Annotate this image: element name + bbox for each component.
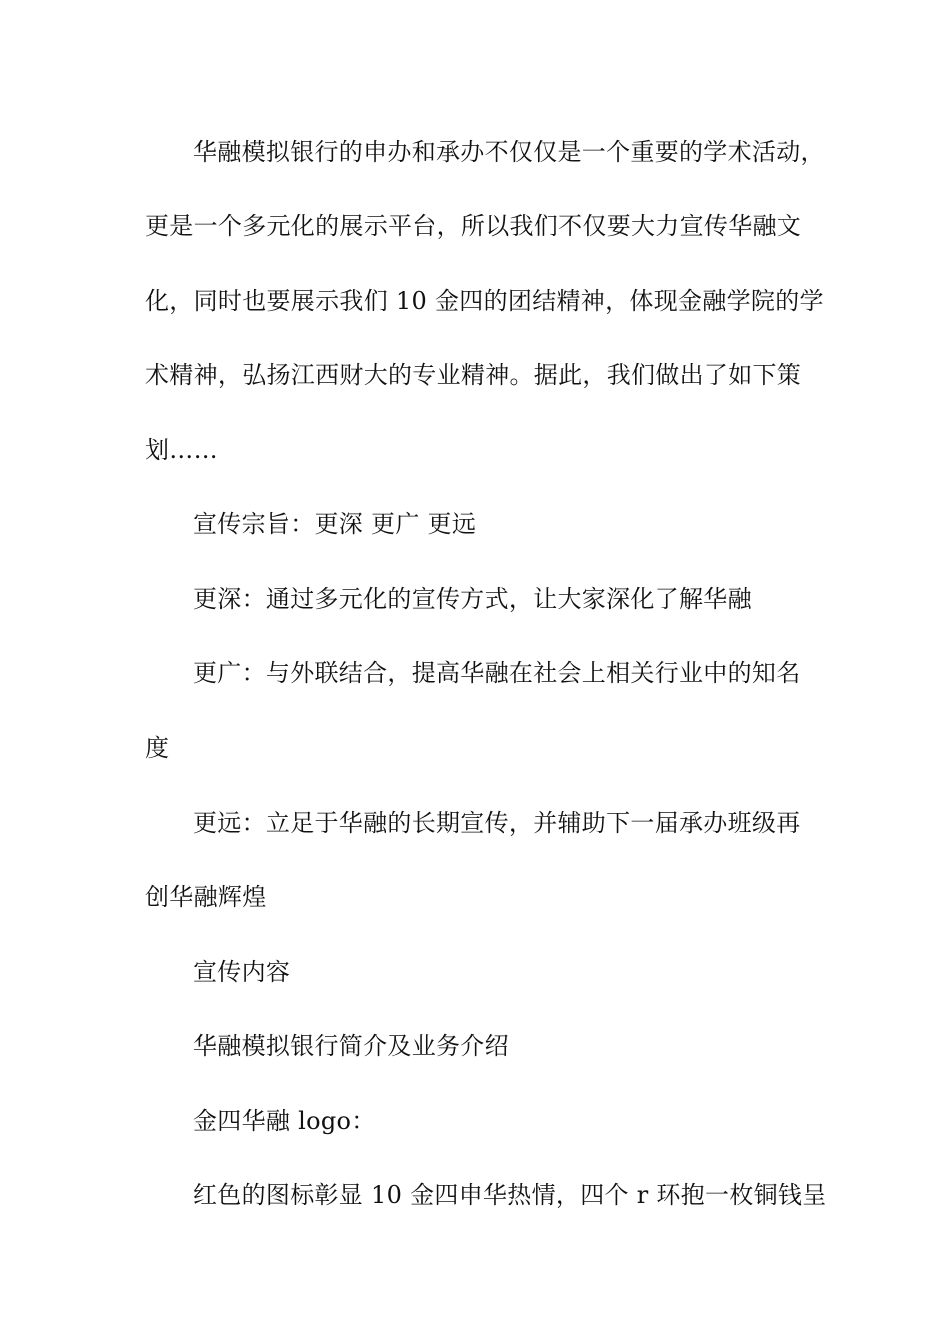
purpose-heading: 宣传宗旨：更深 更广 更远 xyxy=(193,510,477,538)
purpose-farther-line-2: 创华融辉煌 xyxy=(145,883,267,911)
purpose-wider-line-2: 度 xyxy=(145,734,170,762)
purpose-farther-line-1: 更远：立足于华融的长期宣传，并辅助下一届承办班级再 xyxy=(193,809,801,837)
paragraph-intro-line-3: 化，同时也要展示我们 10 金四的团结精神，体现金融学院的学 xyxy=(145,287,824,315)
paragraph-intro-line-2: 更是一个多元化的展示平台，所以我们不仅要大力宣传华融文 xyxy=(145,212,802,240)
paragraph-intro-line-5: 划…… xyxy=(145,436,218,464)
purpose-deeper: 更深：通过多元化的宣传方式，让大家深化了解华融 xyxy=(193,585,752,613)
content-heading: 宣传内容 xyxy=(193,958,291,986)
content-item-logo: 金四华融 logo： xyxy=(193,1107,376,1135)
purpose-wider-line-1: 更广：与外联结合，提高华融在社会上相关行业中的知名 xyxy=(193,659,801,687)
logo-description-line-1: 红色的图标彰显 10 金四申华热情，四个 r 环抱一枚铜钱呈 xyxy=(193,1181,827,1209)
paragraph-intro-line-1: 华融模拟银行的申办和承办不仅仅是一个重要的学术活动， xyxy=(193,138,825,166)
content-item-intro: 华融模拟银行简介及业务介绍 xyxy=(193,1032,509,1060)
paragraph-intro-line-4: 术精神，弘扬江西财大的专业精神。据此，我们做出了如下策 xyxy=(145,361,802,389)
